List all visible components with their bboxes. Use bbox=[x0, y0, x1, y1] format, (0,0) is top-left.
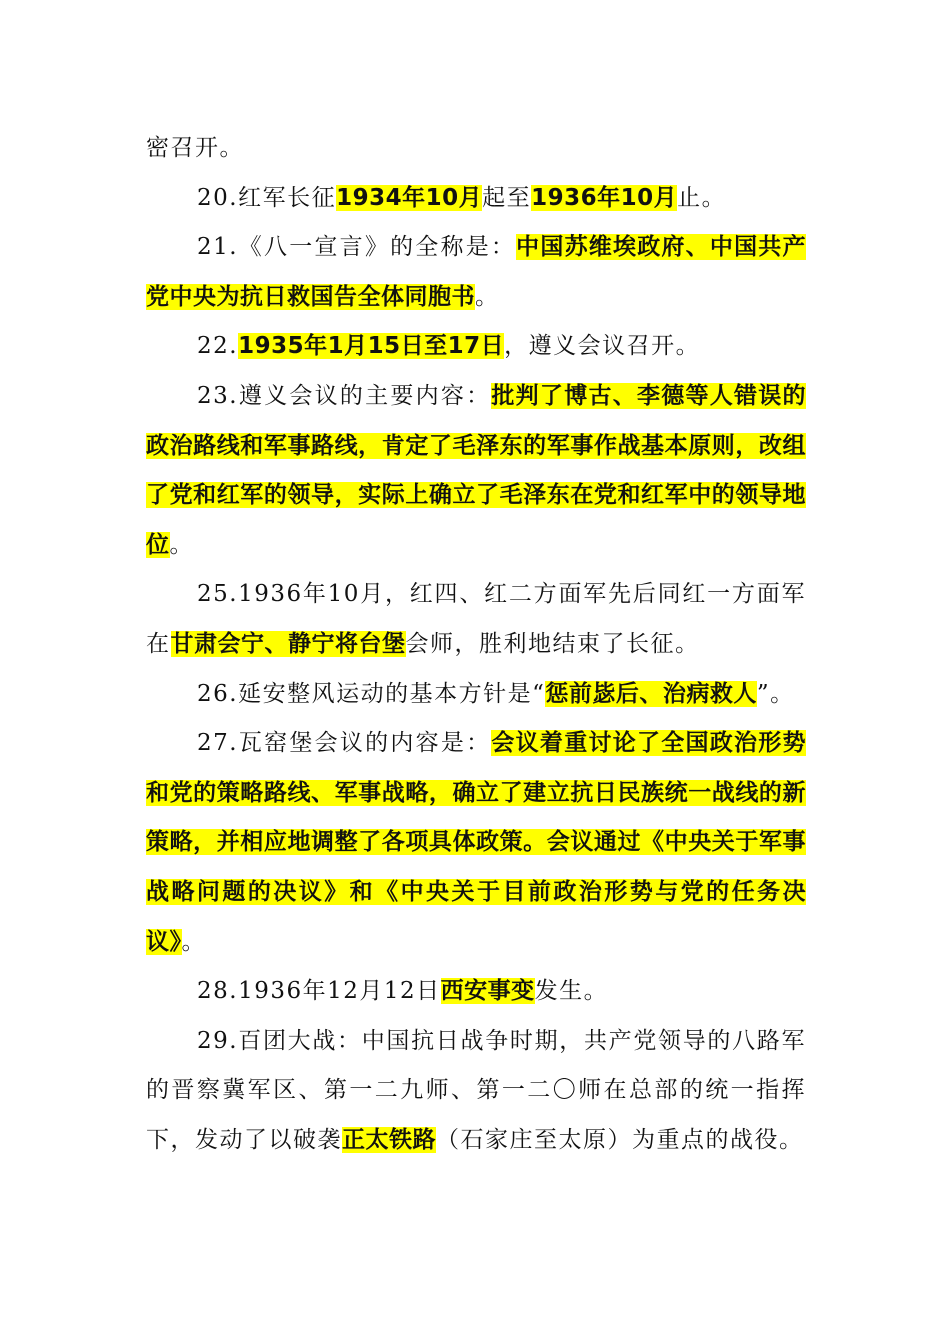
highlighted-text: 正太铁路 bbox=[342, 1126, 436, 1153]
body-text: 27.瓦窑堡会议的内容是： bbox=[197, 730, 492, 757]
body-text: 21.《八一宣言》的全称是： bbox=[197, 234, 517, 261]
highlighted-text: 1934年10月 bbox=[336, 184, 483, 211]
paragraph-p22 bbox=[146, 322, 806, 372]
paragraph-p29 bbox=[146, 1017, 806, 1166]
body-text: 会师，胜利地结束了长征。 bbox=[405, 630, 700, 657]
body-text: 29.百团大战：中国抗日战争时期，共产党领导的八路军的晋察冀军区、第一二九师、第一二〇师在总部的统一指挥下，发动了以破袭 bbox=[146, 1027, 806, 1153]
body-text: 22. bbox=[197, 333, 239, 360]
body-text: 28.1936年12月12日 bbox=[197, 978, 441, 1005]
paragraph-p23 bbox=[146, 372, 806, 570]
body-text: ，遵义会议召开。 bbox=[504, 333, 701, 360]
highlighted-text: 1935年1月15日至17日 bbox=[238, 333, 505, 360]
paragraph-p27 bbox=[146, 719, 806, 967]
body-text: 23.遵义会议的主要内容： bbox=[197, 382, 492, 409]
highlighted-text: 会议着重讨论了全国政治形势和党的策略路线、军事战略，确立了建立抗日民族统一战线的新策略，并相应地调整了各项具体政策。会议通过《中央关于军事战略问题的决议》和《中央关于目前政治形势与党的任务决议》 bbox=[146, 730, 807, 955]
body-text: 。 bbox=[475, 283, 500, 310]
highlighted-text: 批判了博古、李德等人错误的政治路线和军事路线，肯定了毛泽东的军事作战基本原则，改组了党和红军的领导，实际上确立了毛泽东在党和红军中的领导地位 bbox=[146, 382, 807, 558]
highlighted-text: 西安事变 bbox=[440, 978, 535, 1005]
paragraph-p-cont bbox=[146, 124, 806, 174]
paragraph-p20 bbox=[146, 174, 806, 224]
highlighted-text: 1936年10月 bbox=[531, 184, 678, 211]
highlighted-text: 惩前毖后、治病救人 bbox=[545, 680, 757, 707]
paragraph-p25 bbox=[146, 570, 806, 669]
body-text: 。 bbox=[181, 928, 206, 955]
body-text: 起至 bbox=[482, 184, 532, 211]
body-text: 25.1936年10月，红四、红二方面军先后同红一方面军在 bbox=[146, 581, 806, 657]
body-text: 26.延安整风运动的基本方针是“ bbox=[197, 680, 546, 707]
body-text: 止。 bbox=[677, 184, 727, 211]
paragraph-p26 bbox=[146, 670, 806, 720]
body-text: 。 bbox=[169, 531, 194, 558]
highlighted-text: 中国苏维埃政府、中国共产党中央为抗日救国告全体同胞书 bbox=[146, 234, 807, 310]
highlighted-text: 甘肃会宁、静宁将台堡 bbox=[170, 630, 406, 657]
document-body bbox=[146, 124, 806, 1165]
body-text: 发生。 bbox=[534, 978, 609, 1005]
body-text: 密召开。 bbox=[146, 135, 244, 161]
paragraph-p28 bbox=[146, 967, 806, 1017]
body-text: 20.红军长征 bbox=[197, 184, 337, 211]
body-text: ”。 bbox=[756, 680, 795, 707]
paragraph-p21 bbox=[146, 223, 806, 322]
body-text: （石家庄至太原）为重点的战役。 bbox=[436, 1126, 804, 1153]
